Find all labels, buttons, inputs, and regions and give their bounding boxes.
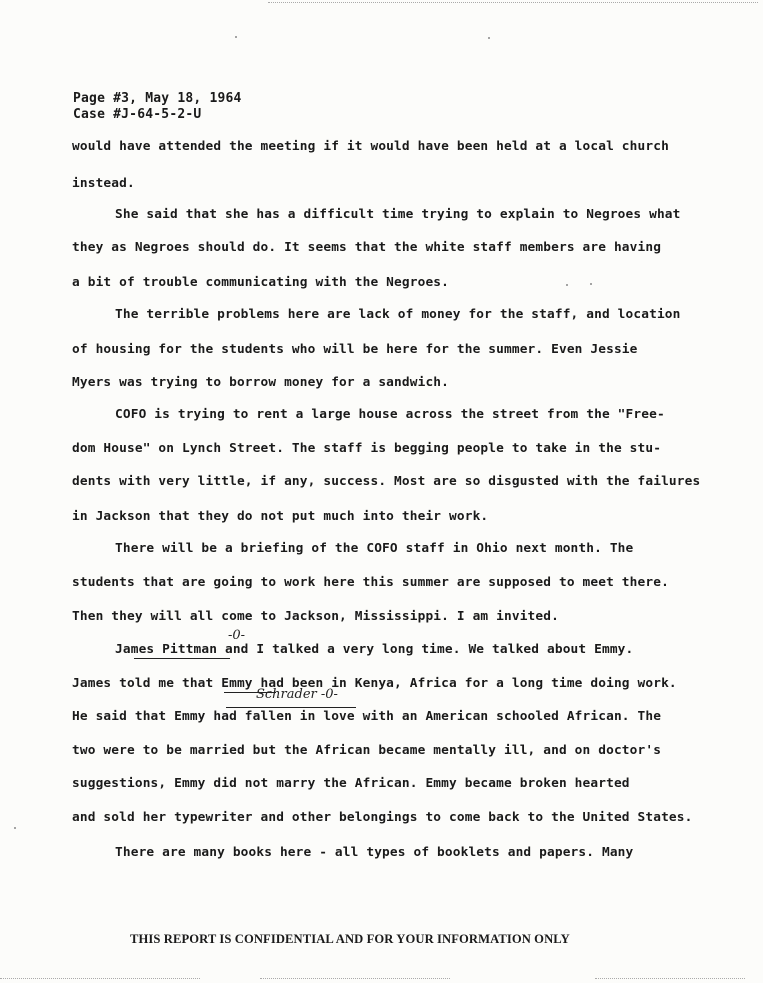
body-line: of housing for the students who will be here for the summer. Even Jessie [72,342,638,357]
scan-edge-mark [260,978,450,979]
body-line: two were to be married but the African became mentally ill, and on doctor's [72,743,662,758]
confidentiality-footer: THIS REPORT IS CONFIDENTIAL AND FOR YOUR INFORMATION ONLY [130,932,570,946]
body-line: The terrible problems here are lack of money for the staff, and location [115,307,681,322]
body-line: instead. [72,176,135,191]
scan-edge-mark [268,2,758,3]
body-line: Myers was trying to borrow money for a sandwich. [72,375,450,390]
header-page-date: Page #3, May 18, 1964 [73,91,242,106]
scan-speck [14,827,16,829]
body-line: students that are going to work here this summer are supposed to meet there. [72,575,669,590]
body-line: suggestions, Emmy did not marry the African. Emmy became broken hearted [72,776,630,791]
handwritten-annotation: -0- [228,628,246,643]
body-line: Then they will all come to Jackson, Mississippi. I am invited. [72,609,559,624]
scan-speck [566,284,568,286]
body-line: dents with very little, if any, success. Most are so disgusted with the failures [72,474,701,489]
body-line: and sold her typewriter and other belongings to come back to the United States. [72,810,693,825]
body-line: James Pittman and I talked a very long time. We talked about Emmy. [115,642,634,657]
scan-speck [235,36,237,38]
handwritten-underline [226,707,356,708]
body-line: He said that Emmy had fallen in love with an American schooled African. The [72,709,662,724]
body-line: in Jackson that they do not put much into their work. [72,509,489,524]
scan-edge-mark [595,978,745,979]
handwritten-annotation: Schrader -0- [256,687,338,702]
body-line: COFO is trying to rent a large house across the street from the "Free- [115,407,665,422]
body-line: There are many books here - all types of booklets and papers. Many [115,845,634,860]
body-line: There will be a briefing of the COFO staff in Ohio next month. The [115,541,634,556]
body-line: James told me that Emmy had been in Kenya, Africa for a long time doing work. [72,676,677,691]
header-case-number: Case #J-64-5-2-U [73,107,202,122]
body-line: they as Negroes should do. It seems that the white staff members are having [72,240,662,255]
scan-speck [590,283,592,285]
body-line: would have attended the meeting if it would have been held at a local church [72,139,669,154]
body-line: dom House" on Lynch Street. The staff is begging people to take in the stu- [72,441,662,456]
scan-edge-mark [0,978,200,979]
body-line: She said that she has a difficult time trying to explain to Negroes what [115,207,681,222]
handwritten-underline [134,658,230,659]
scan-speck [488,37,490,39]
body-line: a bit of trouble communicating with the Negroes. [72,275,450,290]
